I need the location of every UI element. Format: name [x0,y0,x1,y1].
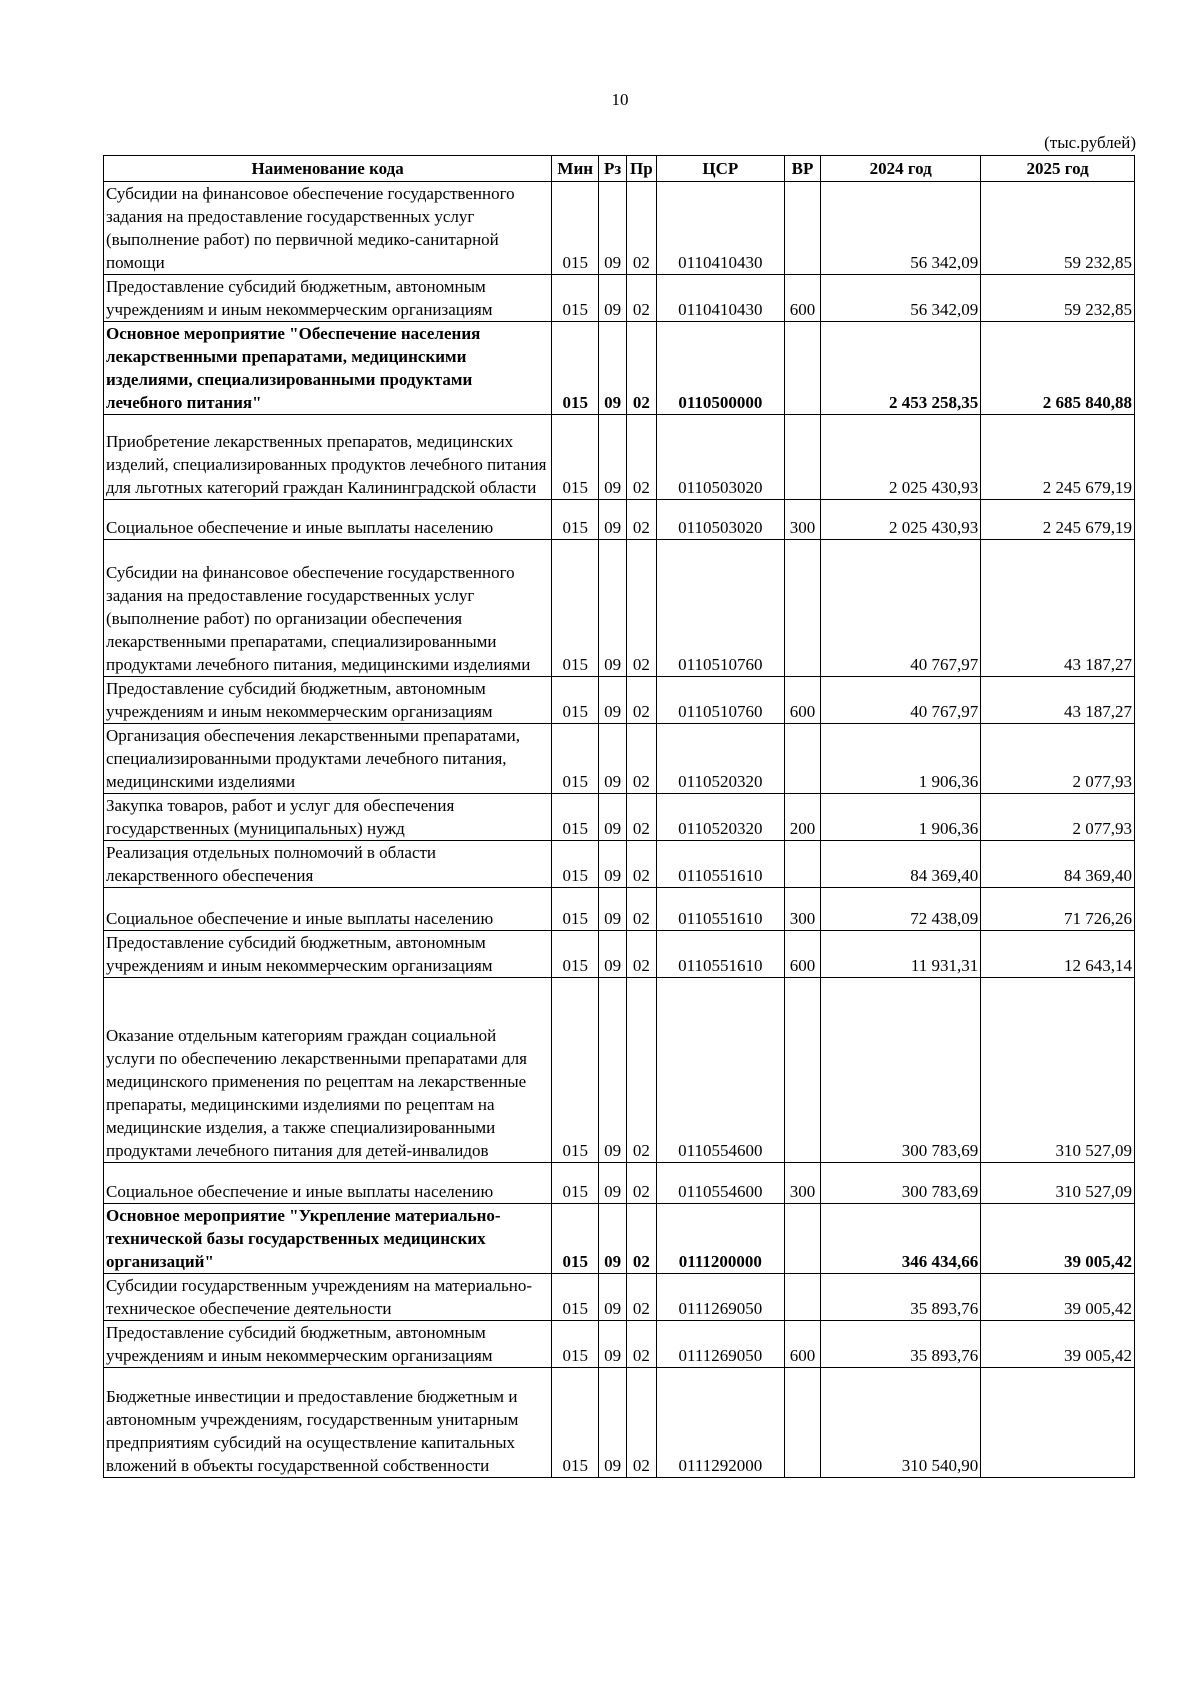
cell-min: 015 [552,794,599,841]
cell-csr: 0110551610 [656,888,784,931]
cell-y2025: 2 685 840,88 [981,322,1135,415]
cell-min: 015 [552,322,599,415]
cell-min: 015 [552,1204,599,1274]
cell-min: 015 [552,1368,599,1478]
cell-pr: 02 [626,888,656,931]
table-row [104,724,1135,794]
cell-y2025 [981,1368,1135,1478]
cell-vr: 600 [784,931,820,978]
cell-rz: 09 [599,1321,627,1368]
cell-y2025: 84 369,40 [981,841,1135,888]
cell-min: 015 [552,1321,599,1368]
cell-name: Оказание отдельным категориям граждан социальной услуги по обеспечению лекарственными препаратами для медицинского применения по рецептам на лекарственные препараты, медицинскими изделиями по рецептам на медицинские изделия, а также специализированными продуктами лечебного питания для детей-инвалидов [104,978,552,1163]
cell-name: Субсидии государственным учреждениям на материально-техническое обеспечение деятельности [104,1274,552,1321]
table-row [104,415,1135,500]
cell-y2024: 56 342,09 [821,275,981,322]
header-pr: Пр [626,156,656,182]
cell-name: Социальное обеспечение и иные выплаты населению [104,1163,552,1204]
cell-y2024: 72 438,09 [821,888,981,931]
cell-vr [784,841,820,888]
cell-min: 015 [552,677,599,724]
cell-vr: 300 [784,1163,820,1204]
cell-name: Основное мероприятие "Укрепление материально-технической базы государственных медицинских организаций" [104,1204,552,1274]
cell-y2025: 2 245 679,19 [981,415,1135,500]
table-row [104,1368,1135,1478]
cell-name: Субсидии на финансовое обеспечение государственного задания на предоставление государственных услуг (выполнение работ) по организации обеспечения лекарственными препаратами, специализированными продуктами лечебного питания, медицинскими изделиями [104,540,552,677]
cell-rz: 09 [599,1368,627,1478]
table-row [104,540,1135,677]
table-body [104,182,1135,1478]
cell-pr: 02 [626,1368,656,1478]
cell-y2025: 39 005,42 [981,1274,1135,1321]
cell-y2024: 346 434,66 [821,1204,981,1274]
cell-csr: 0110410430 [656,275,784,322]
cell-vr [784,1368,820,1478]
table-row [104,1321,1135,1368]
header-2024: 2024 год [821,156,981,182]
cell-csr: 0110520320 [656,724,784,794]
cell-min: 015 [552,888,599,931]
cell-pr: 02 [626,415,656,500]
cell-min: 015 [552,931,599,978]
table-row [104,677,1135,724]
cell-y2025: 43 187,27 [981,677,1135,724]
cell-y2024: 2 025 430,93 [821,415,981,500]
cell-rz: 09 [599,322,627,415]
cell-y2025: 59 232,85 [981,275,1135,322]
cell-csr: 0110551610 [656,931,784,978]
cell-rz: 09 [599,275,627,322]
cell-vr [784,182,820,275]
cell-name: Бюджетные инвестиции и предоставление бюджетным и автономным учреждениям, государственным унитарным предприятиям субсидий на осуществление капитальных вложений в объекты государственной собственности [104,1368,552,1478]
cell-rz: 09 [599,677,627,724]
cell-rz: 09 [599,182,627,275]
cell-y2025: 71 726,26 [981,888,1135,931]
cell-y2025: 310 527,09 [981,1163,1135,1204]
cell-name: Предоставление субсидий бюджетным, автономным учреждениям и иным некоммерческим организациям [104,1321,552,1368]
cell-csr: 0111269050 [656,1274,784,1321]
table-row [104,978,1135,1163]
cell-y2024: 40 767,97 [821,540,981,677]
header-min: Мин [552,156,599,182]
cell-y2024: 84 369,40 [821,841,981,888]
cell-vr [784,322,820,415]
cell-name: Социальное обеспечение и иные выплаты населению [104,500,552,540]
units-label: (тыс.рублей) [1044,133,1136,152]
cell-pr: 02 [626,275,656,322]
cell-min: 015 [552,724,599,794]
cell-y2025: 59 232,85 [981,182,1135,275]
cell-csr: 0110410430 [656,182,784,275]
cell-pr: 02 [626,1163,656,1204]
cell-vr: 600 [784,1321,820,1368]
cell-pr: 02 [626,1321,656,1368]
cell-y2024: 300 783,69 [821,1163,981,1204]
cell-vr: 300 [784,888,820,931]
cell-name: Социальное обеспечение и иные выплаты населению [104,888,552,931]
cell-y2024: 1 906,36 [821,724,981,794]
cell-csr: 0110503020 [656,500,784,540]
table-header-row [104,156,1135,182]
cell-pr: 02 [626,724,656,794]
page-number: 10 [611,90,629,109]
cell-pr: 02 [626,841,656,888]
cell-pr: 02 [626,677,656,724]
cell-csr: 0110503020 [656,415,784,500]
cell-csr: 0110500000 [656,322,784,415]
cell-min: 015 [552,1274,599,1321]
header-rz: Рз [599,156,627,182]
cell-name: Организация обеспечения лекарственными препаратами, специализированными продуктами лечебного питания, медицинскими изделиями [104,724,552,794]
cell-name: Основное мероприятие "Обеспечение населения лекарственными препаратами, медицинскими изделиями, специализированными продуктами лечебного питания" [104,322,552,415]
cell-vr [784,1274,820,1321]
cell-name: Приобретение лекарственных препаратов, медицинских изделий, специализированных продуктов лечебного питания для льготных категорий граждан Калининградской области [104,415,552,500]
cell-vr [784,978,820,1163]
cell-y2025: 43 187,27 [981,540,1135,677]
table-row [104,1204,1135,1274]
cell-pr: 02 [626,182,656,275]
cell-name: Предоставление субсидий бюджетным, автономным учреждениям и иным некоммерческим организациям [104,275,552,322]
cell-y2024: 300 783,69 [821,978,981,1163]
cell-name: Предоставление субсидий бюджетным, автономным учреждениям и иным некоммерческим организациям [104,677,552,724]
table-row [104,931,1135,978]
cell-pr: 02 [626,322,656,415]
cell-vr: 200 [784,794,820,841]
cell-csr: 0110551610 [656,841,784,888]
cell-pr: 02 [626,500,656,540]
cell-y2024: 310 540,90 [821,1368,981,1478]
cell-pr: 02 [626,1274,656,1321]
table-row [104,841,1135,888]
cell-vr [784,724,820,794]
cell-csr: 0110554600 [656,978,784,1163]
cell-y2025: 2 077,93 [981,794,1135,841]
cell-name: Субсидии на финансовое обеспечение государственного задания на предоставление государственных услуг (выполнение работ) по первичной медико-санитарной помощи [104,182,552,275]
table-row [104,888,1135,931]
cell-vr [784,415,820,500]
table-row [104,1163,1135,1204]
cell-pr: 02 [626,540,656,677]
cell-csr: 0111200000 [656,1204,784,1274]
cell-y2024: 2 453 258,35 [821,322,981,415]
table-row [104,322,1135,415]
cell-rz: 09 [599,540,627,677]
cell-rz: 09 [599,978,627,1163]
cell-csr: 0111269050 [656,1321,784,1368]
cell-rz: 09 [599,500,627,540]
cell-y2025: 2 245 679,19 [981,500,1135,540]
header-vr: ВР [784,156,820,182]
cell-csr: 0110510760 [656,540,784,677]
cell-csr: 0110554600 [656,1163,784,1204]
cell-rz: 09 [599,794,627,841]
cell-min: 015 [552,275,599,322]
cell-min: 015 [552,415,599,500]
header-name: Наименование кода [104,156,552,182]
cell-rz: 09 [599,841,627,888]
cell-y2025: 39 005,42 [981,1204,1135,1274]
cell-min: 015 [552,182,599,275]
cell-pr: 02 [626,1204,656,1274]
cell-min: 015 [552,841,599,888]
cell-csr: 0110510760 [656,677,784,724]
cell-name: Предоставление субсидий бюджетным, автономным учреждениям и иным некоммерческим организациям [104,931,552,978]
cell-pr: 02 [626,978,656,1163]
table-row [104,275,1135,322]
cell-y2024: 56 342,09 [821,182,981,275]
cell-vr: 600 [784,275,820,322]
cell-y2025: 310 527,09 [981,978,1135,1163]
cell-vr: 600 [784,677,820,724]
table-row [104,1274,1135,1321]
cell-min: 015 [552,1163,599,1204]
cell-y2025: 39 005,42 [981,1321,1135,1368]
cell-pr: 02 [626,931,656,978]
cell-rz: 09 [599,1274,627,1321]
cell-min: 015 [552,540,599,677]
table-row [104,182,1135,275]
cell-y2025: 2 077,93 [981,724,1135,794]
header-2025: 2025 год [981,156,1135,182]
cell-y2024: 35 893,76 [821,1321,981,1368]
cell-vr [784,1204,820,1274]
cell-y2024: 2 025 430,93 [821,500,981,540]
cell-pr: 02 [626,794,656,841]
cell-min: 015 [552,500,599,540]
budget-table [103,155,1135,1478]
cell-y2024: 35 893,76 [821,1274,981,1321]
cell-rz: 09 [599,888,627,931]
cell-y2024: 1 906,36 [821,794,981,841]
cell-y2025: 12 643,14 [981,931,1135,978]
cell-rz: 09 [599,724,627,794]
cell-csr: 0111292000 [656,1368,784,1478]
cell-csr: 0110520320 [656,794,784,841]
cell-name: Реализация отдельных полномочий в области лекарственного обеспечения [104,841,552,888]
cell-y2024: 11 931,31 [821,931,981,978]
cell-rz: 09 [599,415,627,500]
cell-min: 015 [552,978,599,1163]
cell-name: Закупка товаров, работ и услуг для обеспечения государственных (муниципальных) нужд [104,794,552,841]
cell-rz: 09 [599,1204,627,1274]
cell-rz: 09 [599,1163,627,1204]
cell-y2024: 40 767,97 [821,677,981,724]
cell-vr [784,540,820,677]
cell-vr: 300 [784,500,820,540]
table-row [104,794,1135,841]
cell-rz: 09 [599,931,627,978]
table-row [104,500,1135,540]
header-csr: ЦСР [656,156,784,182]
